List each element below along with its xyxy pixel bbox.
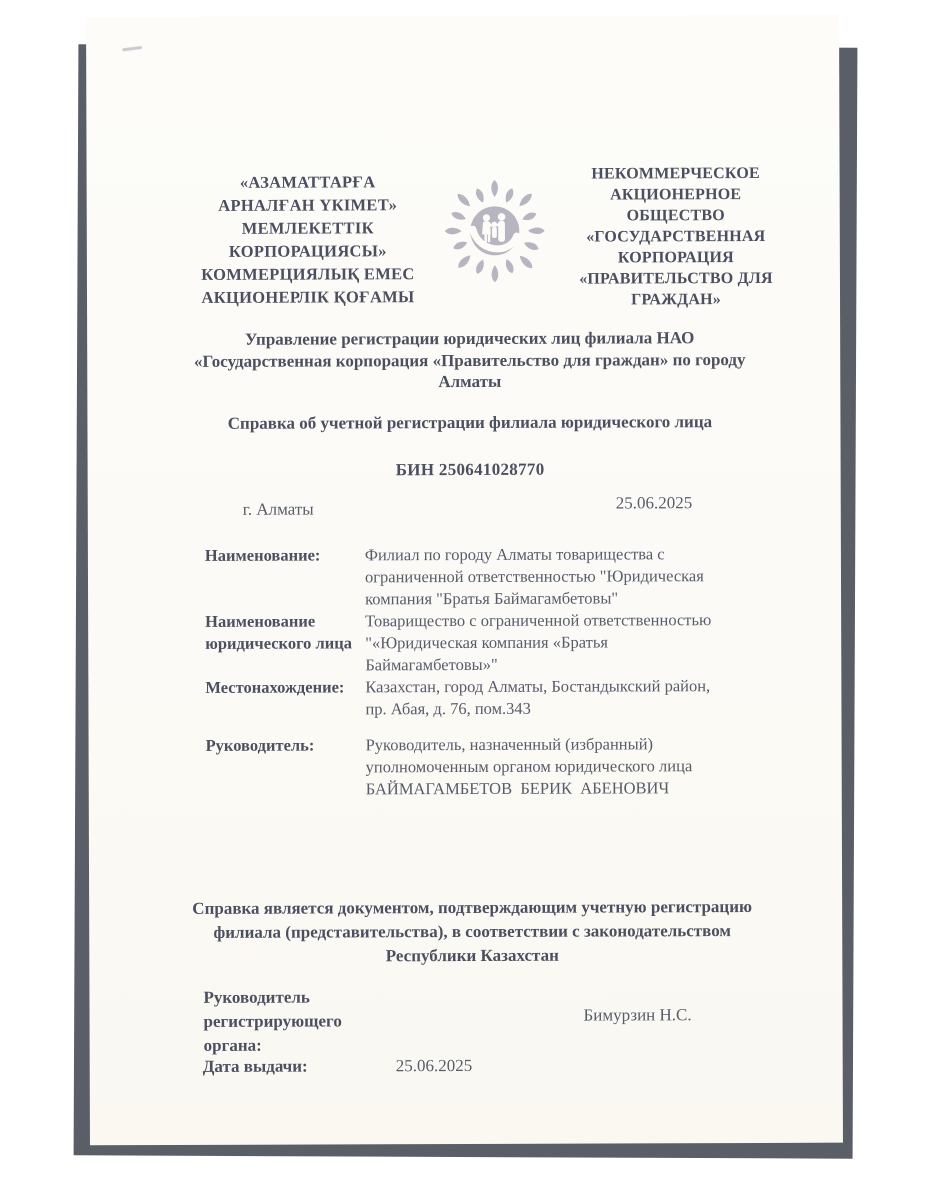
certification-note: Справка является документом, подтверждающим учетную регистрацию филиала (представительства), в соответствии с законодательством Республики Казахстан (192, 896, 753, 966)
field-label: Местонахождение: (205, 677, 345, 697)
registrar-name: Бимурзин Н.С. (583, 1005, 692, 1025)
document-paper (86, 15, 843, 1146)
bin-number: БИН 250641028770 (395, 459, 545, 480)
field-value: Товарищество с ограниченной ответственностью "«Юридическая компания «Братья Баймагамбетовы»" (365, 610, 712, 675)
issue-date-top: 25.06.2025 (615, 493, 693, 513)
document-subtitle: Справка об учетной регистрации филиала юридического лица (227, 412, 713, 433)
field-value: Руководитель, назначенный (избранный) уполномоченным органом юридического лица БАЙМАГАМБЕТОВ БЕРИК АБЕНОВИЧ (365, 734, 693, 799)
field-label: Наименование юридического лица (205, 611, 353, 653)
issue-city: г. Алматы (242, 499, 314, 519)
scan-scratch-mark (122, 46, 142, 51)
issue-date-label: Дата выдачи: (202, 1056, 308, 1076)
field-value: Казахстан, город Алматы, Бостандыкский район, пр. Абая, д. 76, пом.343 (365, 676, 711, 719)
family-sun-logo-icon (439, 174, 551, 288)
field-row-legal-entity-name (205, 609, 791, 677)
field-row-location (205, 675, 791, 721)
field-label: Руководитель: (205, 735, 315, 755)
issue-date-value: 25.06.2025 (395, 1055, 473, 1076)
field-label: Наименование: (204, 545, 321, 565)
issuing-department-title: Управление регистрации юридических лиц филиала НАО «Государственная корпорация «Правительство для граждан» по городу Алматы (193, 328, 746, 392)
registrar-label: Руководитель регистрирующего органа: (203, 987, 342, 1055)
field-row-name (205, 543, 791, 611)
registration-fields (205, 543, 792, 801)
org-name-kazakh: «АЗАМАТТАРҒА АРНАЛҒАН ҮКІМЕТ» МЕМЛЕКЕТТІК КОРПОРАЦИЯСЫ» КОММЕРЦИЯЛЫҚ ЕМЕС АКЦИОНЕРЛІК ҚОҒАМЫ (201, 172, 415, 307)
field-row-head (206, 733, 792, 801)
field-value: Филиал по городу Алматы товарищества с ограниченной ответственностью "Юридическая компания "Братья Баймагамбетовы" (364, 544, 704, 609)
org-name-russian: НЕКОММЕРЧЕСКОЕ АКЦИОНЕРНОЕ ОБЩЕСТВО «ГОСУДАРСТВЕННАЯ КОРПОРАЦИЯ «ПРАВИТЕЛЬСТВО ДЛЯ ГРАЖДАН» (579, 164, 773, 309)
